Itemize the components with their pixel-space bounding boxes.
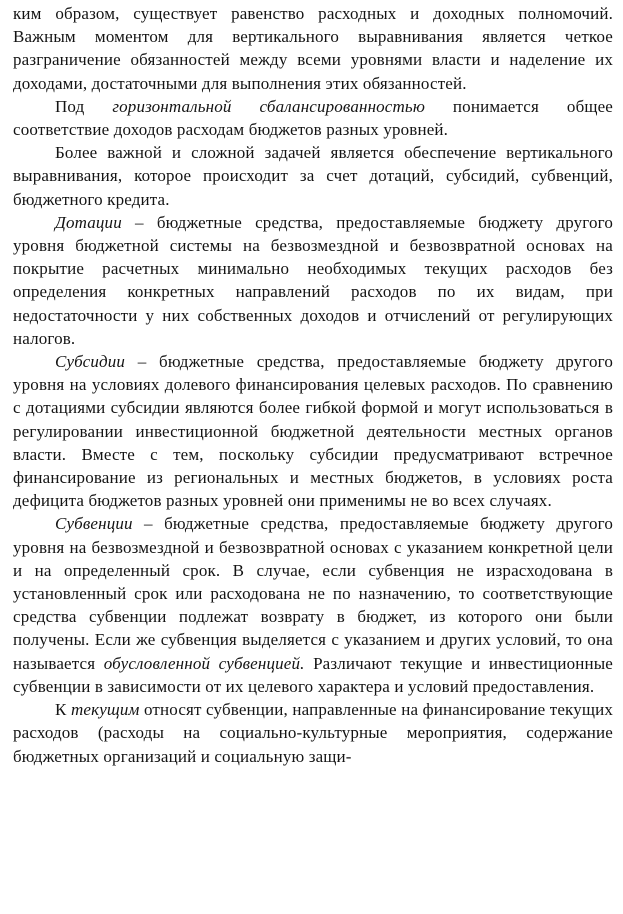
paragraph-text: – бюджетные средства, предоставляемые бюджету другого уровня на безвозмездной и безвозвратной основах с указанием конкретной цели и на определенный срок. В случае, если субвенция не израсходована в установленный срок или расходована не по назначению, то соответствующие средства субвенции подлежат возврату в бюджет, из которого они были получены. Если же субвенция выделяется с указанием и других условий, то она называется [13, 514, 613, 673]
paragraph-text: – бюджетные средства, предоставляемые бюджету другого уровня на условиях долевого финансирования целевых расходов. По сравнению с дотациями субсидии являются более гибкой формой и могут использоваться в регулировании инвестиционной бюджетной деятельности местных органов власти. Вместе с тем, поскольку субсидии предусматривают встречное финансирование из региональных и местных бюджетов, в условиях роста дефицита бюджетов разных уровней они применимы не во всех случаях. [13, 352, 613, 511]
term-dotations: Дотации [55, 212, 122, 232]
paragraph-subventions [13, 512, 613, 698]
paragraph-current-subventions [13, 698, 613, 768]
paragraph-vertical-equalization [13, 141, 613, 211]
paragraph-text: К [55, 700, 71, 720]
term-horizontal-balance: горизонтальной сбалансированностью [112, 96, 425, 116]
term-subsidies: Субсидии [55, 352, 126, 372]
paragraph-text: относят субвенции, направленные на финансирование текущих расходов (расходы на социально-культурные мероприятия, содержание бюджетных организаций и социальную защи- [13, 700, 614, 766]
paragraph-dotations [13, 211, 613, 350]
paragraph-horizontal-balance [13, 95, 613, 141]
paragraph-text: понимается общее соответствие доходов расходам бюджетов разных уровней. [13, 96, 613, 140]
paragraph-text: Различают текущие и инвестиционные субвенции в зависимости от их целевого характера и условий предоставления. [13, 653, 614, 696]
paragraph-text: Под [55, 96, 113, 116]
paragraph-text: – бюджетные средства, предоставляемые бюджету другого уровня бюджетной системы на безвозмездной и безвозвратной основах на покрытие расчетных минимально необходимых текущих расходов без определения конкретных направлений расходов по их видам, при недостаточности у них собственных доходов и отчислений от регулирующих налогов. [13, 212, 613, 348]
paragraph-text: ким образом, существует равенство расходных и доходных полномочий. Важным моментом для вертикального выравнивания является четкое разграничение обязанностей между всеми уровнями власти и наделение их доходами, достаточными для выполнения этих обязанностей. [13, 4, 613, 93]
term-conditional-subvention: обусловленной субвенцией. [103, 653, 305, 673]
paragraph-subsidies [13, 350, 613, 512]
paragraph-continuation [13, 2, 613, 95]
term-current: текущим [70, 700, 140, 720]
paragraph-text: Более важной и сложной задачей является обеспечение вертикального выравнивания, которое происходит за счет дотаций, субсидий, субвенций, бюджетного кредита. [13, 143, 613, 209]
term-subventions: Субвенции [55, 514, 133, 534]
